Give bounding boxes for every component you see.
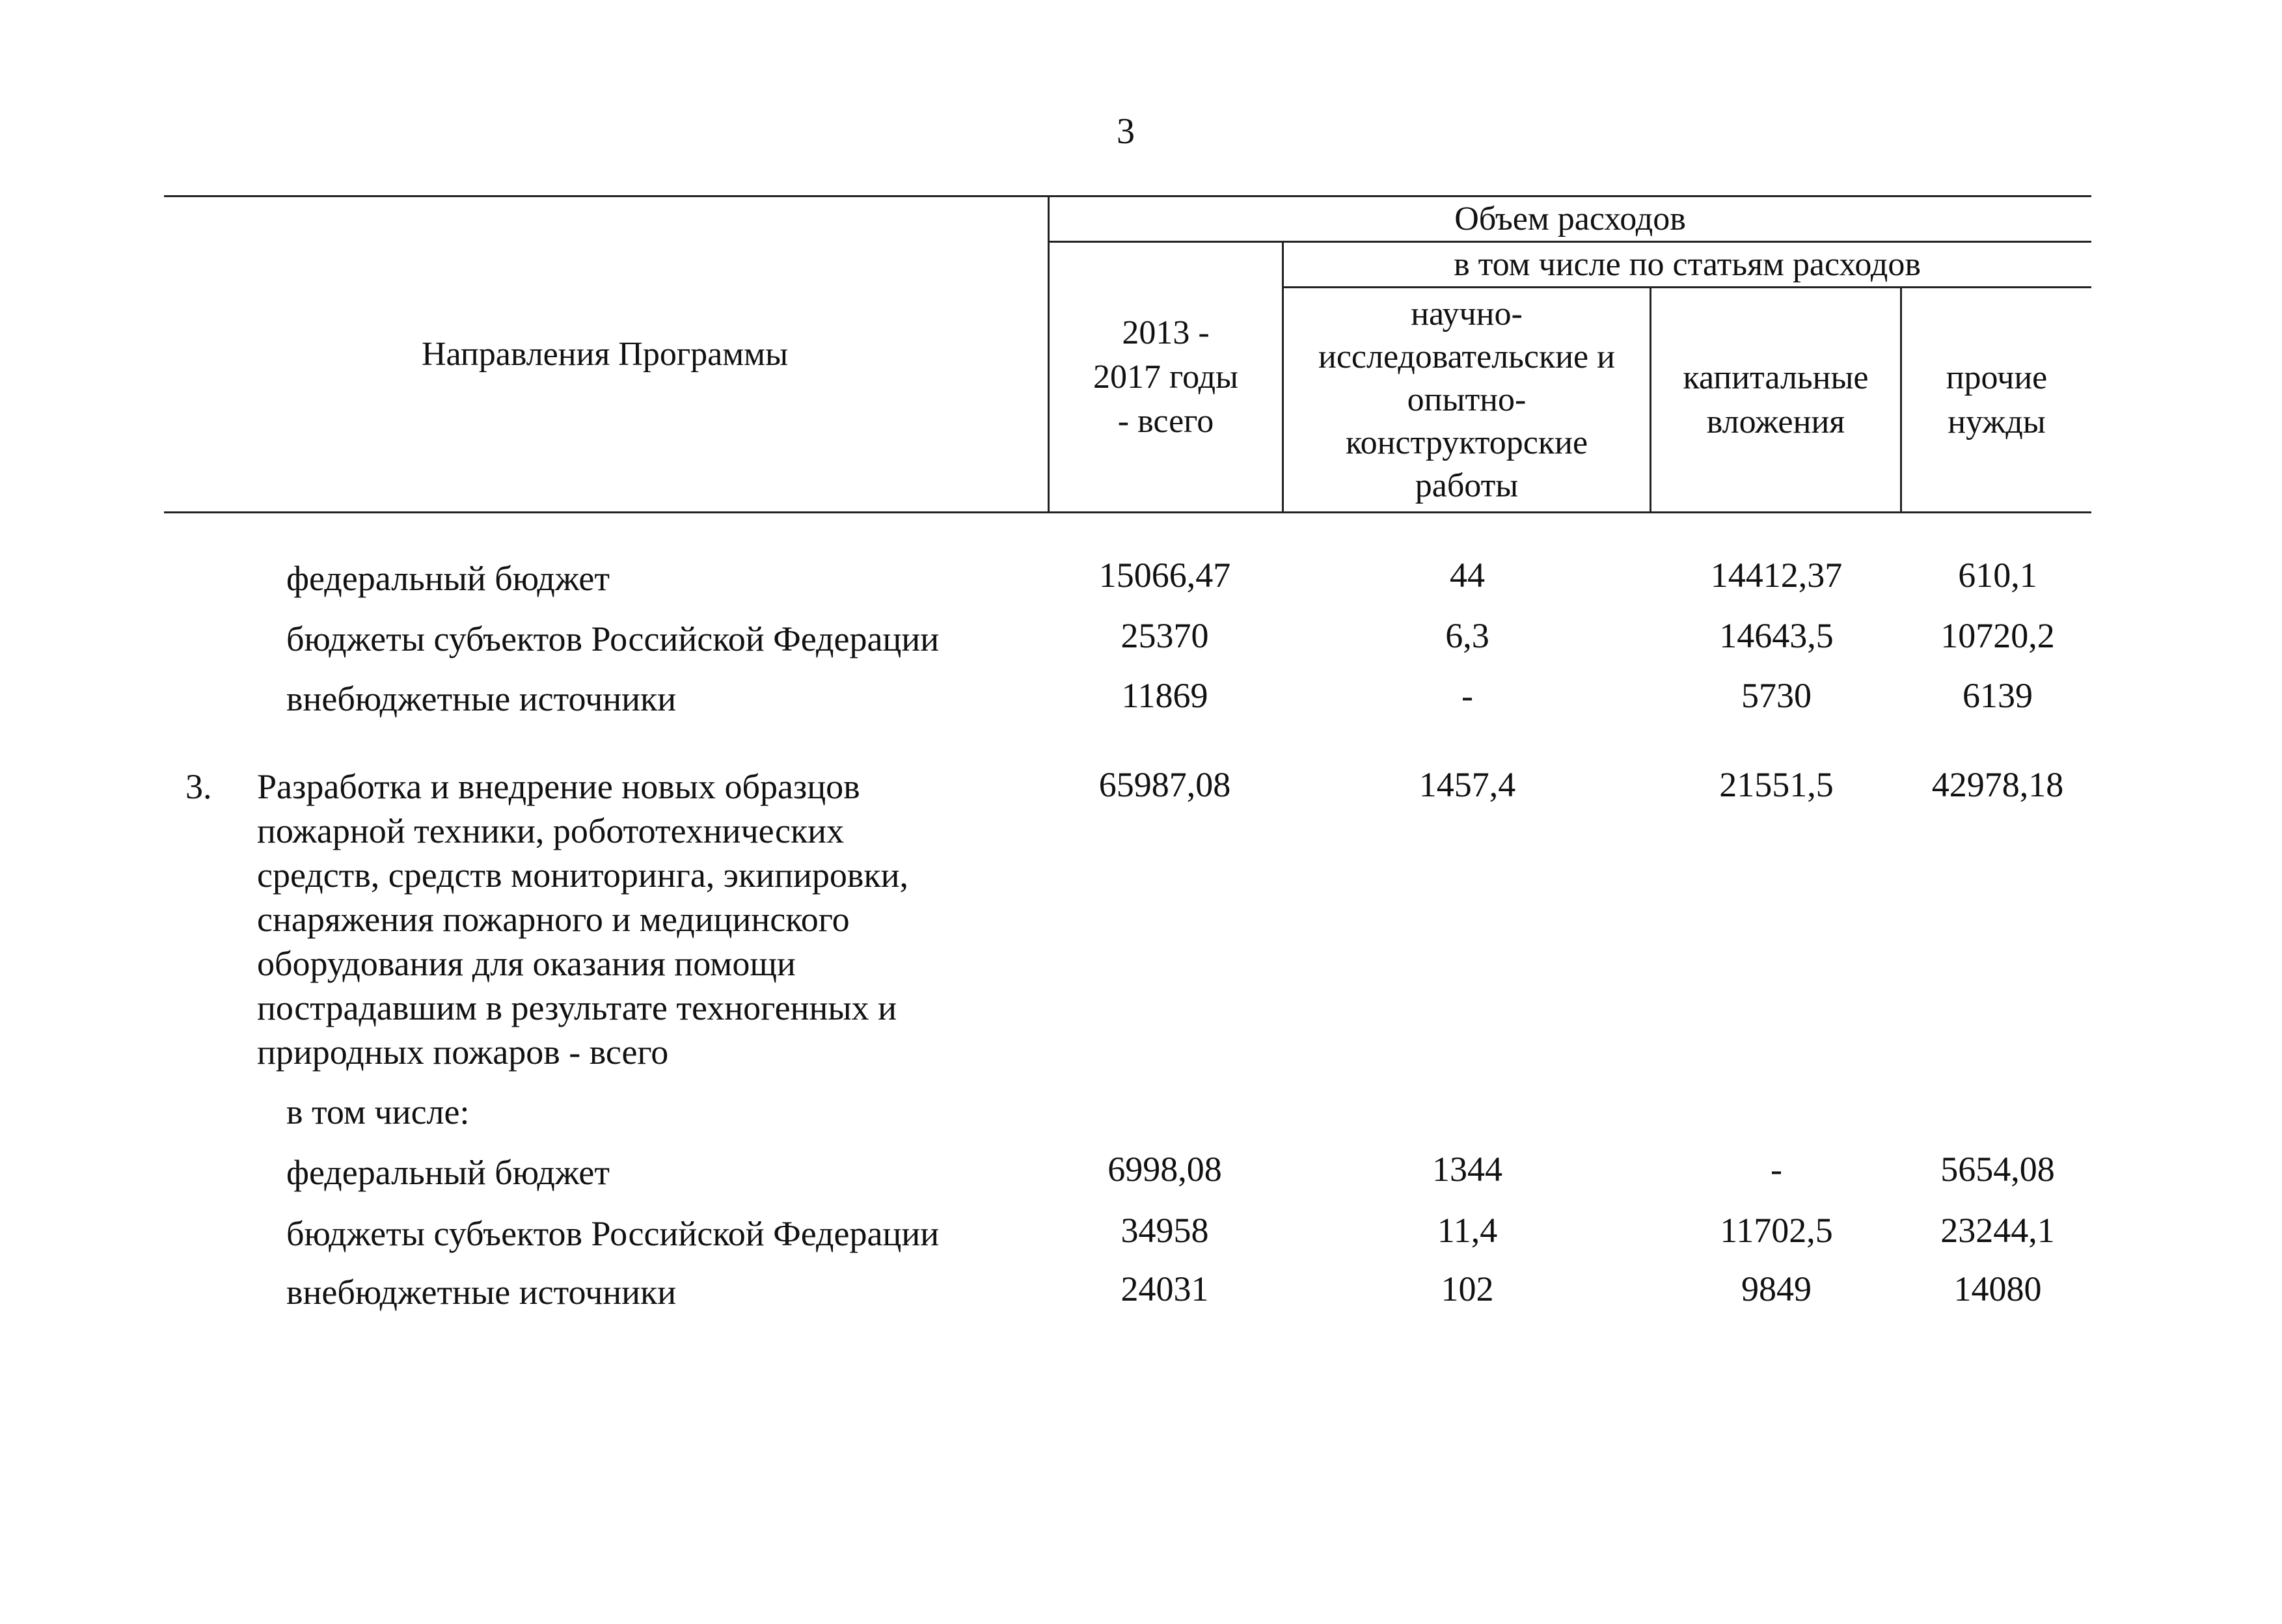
item-number: 3. — [185, 767, 212, 806]
header-capital: капитальные вложения — [1683, 359, 1869, 440]
value-total: 15066,47 — [1098, 556, 1231, 595]
row-label: внебюджетные источники — [286, 679, 677, 718]
page-number: 3 — [1117, 111, 1135, 152]
value-rnd: 1344 — [1432, 1150, 1502, 1189]
header-other: прочие нужды — [1946, 359, 2048, 440]
value-rnd: 11,4 — [1437, 1211, 1498, 1250]
value-capital: 11702,5 — [1720, 1211, 1833, 1250]
value-capital: 5730 — [1741, 676, 1812, 715]
value-total: 25370 — [1121, 616, 1209, 655]
item-description-line: снаряжения пожарного и медицинского — [257, 900, 850, 939]
value-rnd: 6,3 — [1445, 616, 1489, 655]
row-label: бюджеты субъектов Российской Федерации — [286, 1214, 940, 1253]
item-description-line: Разработка и внедрение новых образцов — [257, 767, 860, 806]
value-capital: 21551,5 — [1719, 765, 1834, 804]
row-label: внебюджетные источники — [286, 1273, 677, 1312]
header-bottom-rule — [164, 511, 2091, 513]
value-total: 34958 — [1121, 1211, 1209, 1250]
row-label: федеральный бюджет — [286, 1153, 610, 1192]
value-total: 65987,08 — [1098, 765, 1231, 804]
item-description-line: средств, средств мониторинга, экипировки, — [257, 856, 909, 895]
value-other: 10720,2 — [1940, 616, 2055, 655]
value-capital: 9849 — [1741, 1269, 1812, 1308]
value-other: 23244,1 — [1940, 1211, 2055, 1250]
including-label: в том числе: — [286, 1092, 470, 1131]
item-description-line: природных пожаров - всего — [257, 1033, 669, 1072]
item-description-line: оборудования для оказания помощи — [257, 944, 796, 983]
value-rnd: - — [1461, 676, 1473, 715]
value-total: 11869 — [1121, 676, 1208, 715]
value-total: 6998,08 — [1107, 1150, 1222, 1189]
value-other: 610,1 — [1958, 556, 2037, 595]
row-label: бюджеты субъектов Российской Федерации — [286, 619, 940, 658]
header-expense-volume: Объем расходов — [1454, 200, 1686, 237]
item-description-line: пожарной техники, робототехнических — [257, 811, 845, 850]
value-capital: 14412,37 — [1710, 556, 1843, 595]
item-description — [257, 765, 1038, 1074]
header-total-years: 2013 - 2017 годы - всего — [1093, 314, 1238, 440]
value-capital: - — [1771, 1150, 1782, 1189]
row-label: федеральный бюджет — [286, 559, 610, 598]
value-rnd: 102 — [1441, 1269, 1494, 1308]
value-other: 6139 — [1963, 676, 2033, 715]
value-other: 14080 — [1953, 1269, 2042, 1308]
header-including-by-items: в том числе по статьям расходов — [1454, 245, 1921, 283]
value-other: 42978,18 — [1931, 765, 2064, 804]
value-capital: 14643,5 — [1719, 616, 1834, 655]
header-directions: Направления Программы — [421, 335, 789, 373]
item-description-line: пострадавшим в результате техногенных и — [257, 988, 897, 1027]
header-rnd: научно-исследовательские и опытно-конструкторские работы — [1318, 295, 1615, 504]
value-other: 5654,08 — [1940, 1150, 2055, 1189]
value-rnd: 1457,4 — [1419, 765, 1516, 804]
value-rnd: 44 — [1450, 556, 1485, 595]
value-total: 24031 — [1121, 1269, 1209, 1308]
